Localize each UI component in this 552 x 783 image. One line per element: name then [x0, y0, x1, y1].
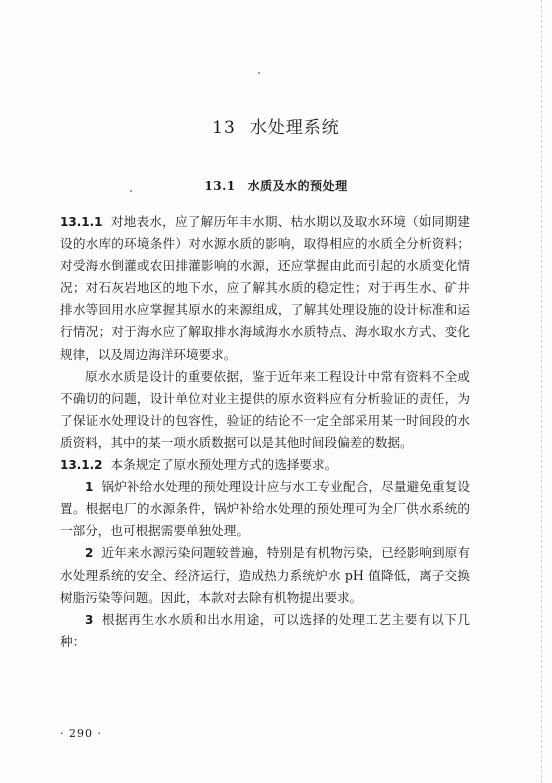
page-number: · 290 ·: [60, 727, 102, 740]
item-number: 3: [85, 612, 94, 627]
paragraph-text: 本条规定了原水预处理方式的选择要求。: [110, 457, 338, 473]
clause-number: 13.1.1: [60, 215, 103, 229]
list-item: [60, 542, 470, 608]
clause-paragraph: [60, 454, 470, 476]
body-text: [60, 211, 470, 653]
paragraph-text: 原水水质是设计的重要依据，鉴于近年来工程设计中常有资料不全或不确切的问题，设计单位对业主提供的原水资料应有分析验证的责任，为了保证水处理设计的包容性，验证的结论不一定全部采用某一时间段的水质资料，其中的某一项水质数据可以是其他时间段偏差的数据。: [60, 368, 470, 450]
item-number: 1: [85, 480, 94, 495]
clause-paragraph: [60, 211, 470, 366]
clause-number: 13.1.2: [60, 458, 103, 473]
paragraph-text: 对地表水，应了解历年丰水期、枯水期以及取水环境（如同期建设的水库的环境条件）对水源水质的影响，取得相应的水质全分析资料；对受海水倒灌或农田排灌影响的水源，还应掌握由此而引起的水质变化情况；对石灰岩地区的地下水，应了解其水质的稳定性；对于再生水、矿井排水等回用水应掌握其原水的来源组成，了解其处理设施的设计标准和运行情况；对于海水应了解取排水海域海水水质特点、海水取水方式、变化规律，以及周边海洋环境要求。: [60, 214, 470, 362]
section-number: 13.1: [204, 179, 236, 193]
paragraph-text: 近年来水源污染问题较普遍，特别是有机物污染，已经影响到原有水处理系统的安全、经济运行，造成热力系统炉水 pH 值降低，离子交换树脂污染等问题。因此，本款对去除有机物提出要求。: [60, 545, 470, 605]
list-item: [60, 609, 470, 653]
list-item: [60, 476, 470, 542]
chapter-number: 13: [212, 118, 236, 138]
scan-speck: [258, 72, 260, 74]
paragraph-text: 根据再生水水质和出水用途，可以选择的处理工艺主要有以下几种：: [60, 611, 470, 649]
section-title: [0, 177, 552, 194]
paragraph: [60, 366, 470, 454]
chapter-title-text: 水处理系统: [249, 118, 340, 138]
chapter-title: [0, 113, 552, 138]
paragraph-text: 锅炉补给水处理的预处理设计应与水工专业配合，尽量避免重复设置。根据电厂的水源条件，锅炉补给水处理的预处理可为全厂供水系统的一部分，也可根据需要单独处理。: [60, 479, 470, 539]
section-title-text: 水质及水的预处理: [247, 179, 348, 193]
item-number: 2: [85, 546, 94, 561]
